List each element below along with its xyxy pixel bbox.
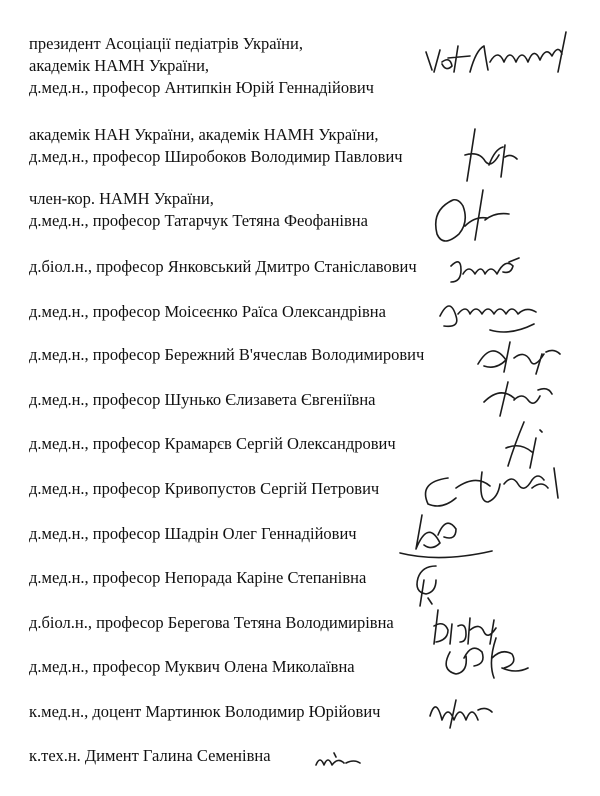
- signatory-entry: [29, 188, 429, 232]
- signature-mark: [425, 180, 515, 250]
- entry-line: к.тех.н. Димент Галина Семенівна: [29, 746, 271, 765]
- signatory-entry: [29, 701, 429, 723]
- signatory-entry: [29, 301, 429, 323]
- signatory-entry: [29, 33, 429, 99]
- entry-line: д.мед.н., професор Непорада Каріне Степанівна: [29, 568, 367, 587]
- signature-mark: [436, 628, 536, 690]
- entry-line: д.біол.н., професор Янковський Дмитро Станіславович: [29, 257, 417, 276]
- signatory-entry: [29, 656, 429, 678]
- signature-mark: [310, 745, 370, 775]
- signatory-entry: [29, 478, 429, 500]
- entry-line: д.мед.н., професор Бережний В'ячеслав Володимирович: [29, 345, 425, 364]
- signatory-entry: [29, 612, 429, 634]
- signatory-entry: [29, 256, 429, 278]
- signatory-entry: [29, 344, 429, 366]
- entry-line: д.мед.н., професор Муквич Олена Миколаївна: [29, 657, 355, 676]
- signature-mark: [470, 330, 570, 378]
- signatory-entry: [29, 567, 429, 589]
- entry-line: д.мед.н., професор Широбоков Володимир Павлович: [29, 147, 403, 166]
- signature-mark: [478, 372, 558, 420]
- signatory-entry: [29, 433, 429, 455]
- entry-line: к.мед.н., доцент Мартинюк Володимир Юрійович: [29, 702, 381, 721]
- signature-mark: [455, 125, 535, 185]
- entry-line: президент Асоціації педіатрів України,: [29, 34, 303, 53]
- signature-mark: [408, 560, 448, 610]
- signatory-entry: [29, 523, 429, 545]
- signatory-entry: [29, 124, 429, 168]
- entry-line: академік НАН України, академік НАМН України,: [29, 125, 379, 144]
- entry-line: д.мед.н., професор Кривопустов Сергій Петрович: [29, 479, 380, 498]
- entry-line: член-кор. НАМН України,: [29, 189, 214, 208]
- signature-mark: [380, 505, 500, 567]
- entry-line: д.мед.н., професор Шунько Єлизавета Євгеніївна: [29, 390, 376, 409]
- entry-line: д.мед.н., професор Крамарєв Сергій Олександрович: [29, 434, 396, 453]
- entry-line: д.мед.н., професор Моісеєнко Раїса Олександрівна: [29, 302, 386, 321]
- entry-line: академік НАМН України,: [29, 56, 210, 75]
- entry-line: д.біол.н., професор Берегова Тетяна Володимирівна: [29, 613, 394, 632]
- signature-mark: [445, 252, 525, 288]
- entry-line: д.мед.н., професор Шадрін Олег Геннадійович: [29, 524, 357, 543]
- entry-line: д.мед.н., професор Татарчук Тетяна Феофанівна: [29, 211, 368, 230]
- signature-mark: [422, 686, 502, 732]
- signatory-entry: [29, 389, 429, 411]
- signature-mark: [418, 22, 588, 82]
- entry-line: д.мед.н., професор Антипкін Юрій Геннадійович: [29, 78, 374, 97]
